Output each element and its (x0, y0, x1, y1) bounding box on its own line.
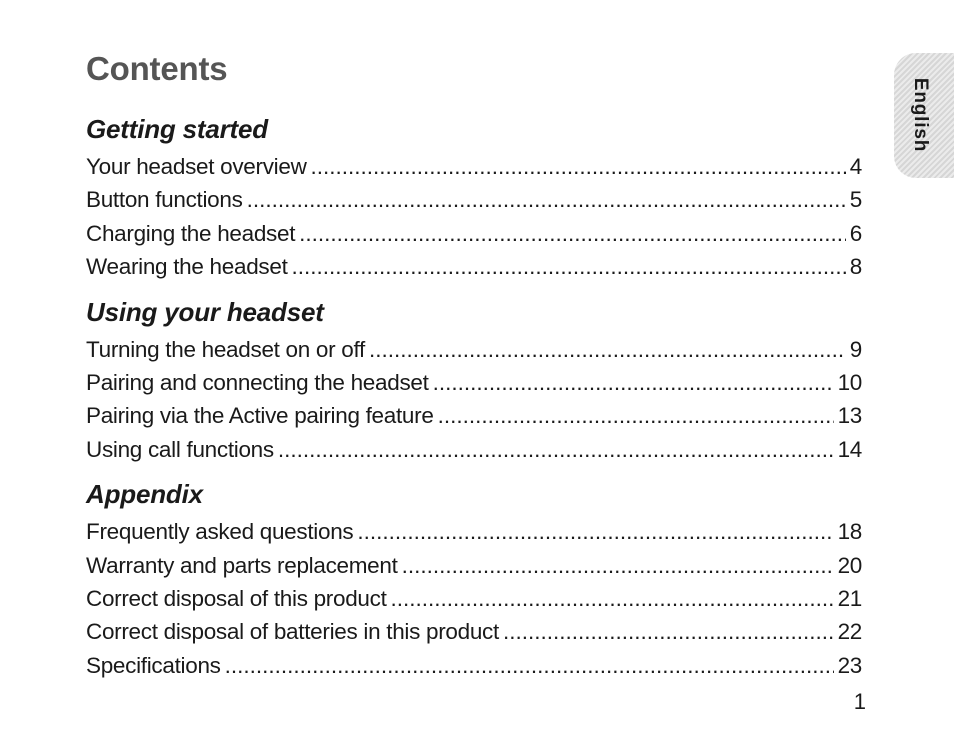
entry-page-number: 14 (837, 436, 862, 462)
dot-leader (391, 582, 834, 615)
dot-leader (278, 433, 834, 466)
section-heading: Appendix (86, 479, 203, 510)
entry-title: Correct disposal of this product (86, 585, 387, 611)
page-number: 1 (853, 689, 866, 714)
entry-title: Specifications (86, 652, 221, 678)
page-title: Contents (86, 50, 228, 87)
dot-leader (299, 217, 846, 250)
entry-list (86, 515, 862, 682)
dot-leader (311, 150, 846, 183)
dot-leader (503, 615, 834, 648)
section-using-your-headset (86, 295, 862, 467)
toc-entry[interactable] (86, 549, 862, 582)
toc-entry[interactable] (86, 399, 862, 432)
dot-leader (292, 250, 846, 283)
section-appendix (86, 477, 862, 682)
entry-title: Charging the headset (86, 220, 296, 246)
entry-page-number: 9 (849, 336, 862, 362)
toc-entry[interactable] (86, 515, 862, 548)
toc-entry[interactable] (86, 217, 862, 250)
entry-title: Wearing the headset (86, 254, 288, 280)
section-heading: Getting started (86, 114, 268, 144)
toc-entry[interactable] (86, 615, 862, 648)
entry-page-number: 21 (837, 585, 862, 611)
entry-page-number: 23 (837, 652, 862, 678)
toc-entry[interactable] (86, 582, 862, 615)
entry-title: Warranty and parts replacement (86, 552, 398, 578)
table-of-contents (86, 112, 862, 682)
dot-leader (247, 183, 846, 216)
toc-entry[interactable] (86, 649, 862, 682)
entry-title: Using call functions (86, 436, 274, 462)
entry-page-number: 20 (837, 552, 862, 578)
dot-leader (438, 399, 834, 432)
dot-leader (357, 515, 833, 548)
section-heading: Using your headset (86, 296, 324, 327)
entry-page-number: 10 (837, 369, 862, 395)
entry-page-number: 22 (837, 619, 862, 645)
entry-page-number: 5 (849, 187, 862, 213)
entry-list (86, 150, 862, 284)
language-tab-label: English (910, 77, 931, 153)
toc-entry[interactable] (86, 150, 862, 183)
toc-entry[interactable] (86, 250, 862, 283)
entry-title: Frequently asked questions (86, 519, 354, 545)
toc-entry[interactable] (86, 183, 862, 216)
section-getting-started (86, 112, 862, 284)
toc-entry[interactable] (86, 333, 862, 366)
dot-leader (433, 366, 834, 399)
entry-title: Button functions (86, 187, 243, 213)
entry-title: Your headset overview (86, 154, 307, 179)
entry-list (86, 333, 862, 467)
entry-title: Pairing via the Active pairing feature (86, 403, 434, 429)
dot-leader (369, 333, 846, 366)
toc-entry[interactable] (86, 366, 862, 399)
toc-entry[interactable] (86, 433, 862, 466)
entry-title: Turning the headset on or off (86, 336, 365, 362)
entry-page-number: 18 (837, 519, 862, 545)
entry-page-number: 6 (849, 220, 862, 246)
entry-page-number: 13 (837, 403, 862, 429)
entry-title: Pairing and connecting the headset (86, 369, 429, 395)
dot-leader (402, 549, 834, 582)
entry-title: Correct disposal of batteries in this product (86, 619, 499, 645)
dot-leader (225, 649, 834, 682)
entry-page-number: 8 (849, 254, 862, 280)
entry-page-number: 4 (849, 154, 862, 179)
